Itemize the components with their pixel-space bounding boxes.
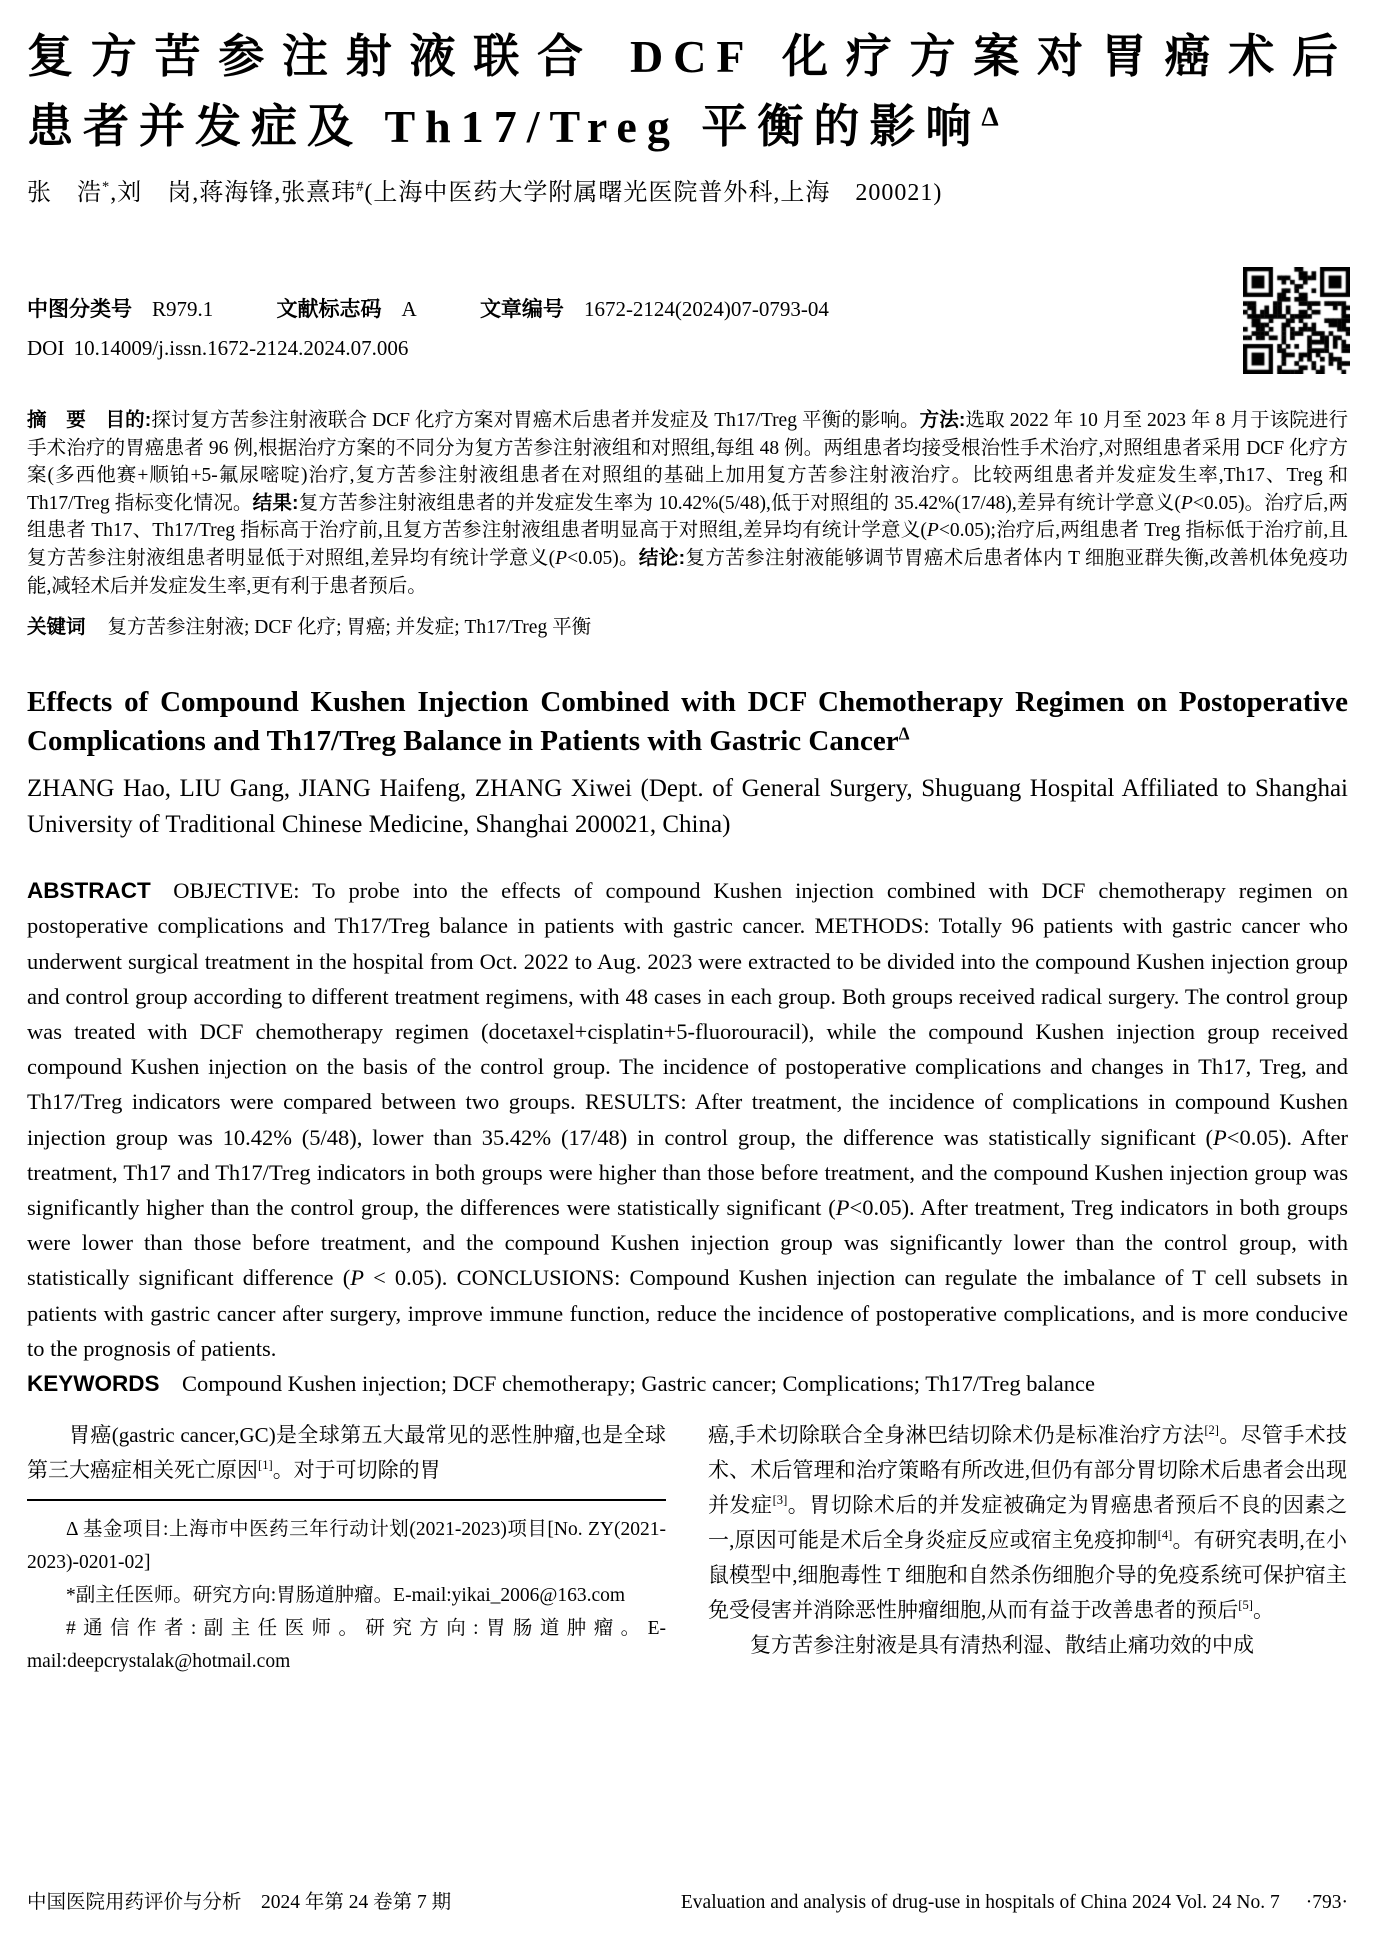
abstract-en: ABSTRACT OBJECTIVE: To probe into the effects of compound Kushen injection combined with DCF chemotherapy regimen on postoperative complications and Th17/Treg balance in patients with gastric cancer. METHODS: Totally 96 patients with gastric cancer who underwent surgical treatment in the hospital from Oct. 2022 to Aug. 2023 were extracted to be divided into the compound Kushen injection group and control group according to different treatment regimens, with 48 cases in each group. Both groups received radical surgery. The control group was treated with DCF chemotherapy regimen (docetaxel+cisplatin+5-fluorouracil), while the compound Kushen injection group received compound Kushen injection on the basis of the control group. The incidence of postoperative complications and changes in Th17, Treg, and Th17/Treg indicators were compared between two groups. RESULTS: After treatment, the incidence of complications in compound Kushen injection group was 10.42% (5/48), lower than 35.42% (17/48) in control group, the difference was statistically significant (P<0.05). After treatment, Th17 and Th17/Treg indicators in both groups were higher than those before treatment, and the compound Kushen injection group was significantly higher than the control group, the differences were statistically significant (P<0.05). After treatment, Treg indicators in both groups were lower than those before treatment, and the compound Kushen injection group was significantly lower than the control group, with statistically significant difference (P < 0.05). CONCLUSIONS: Compound Kushen injection can regulate the imbalance of T cell subsets in patients with gastric cancer after surgery, improve immune function, reduce the incidence of postoperative complications, and is more conducive to the prognosis of patients. bbox=[27, 878, 1349, 1361]
clc-label: 中图分类号 bbox=[27, 298, 132, 321]
article-title-en: Effects of Compound Kushen Injection Combined with DCF Chemotherapy Regimen on Postoperative Complications and Th17/Treg Balance in Patients with Gastric Cancer$^\Delta$ bbox=[27, 686, 1348, 758]
intro-columns bbox=[27, 1418, 1348, 1678]
doi-row bbox=[27, 336, 1348, 361]
authors-cn: 张 浩*,刘 岗,蒋海锋,张熹玮#(上海中医药大学附属曙光医院普外科,上海 200021) bbox=[27, 179, 943, 206]
clc-value: R979.1 bbox=[152, 297, 214, 321]
qr-code bbox=[1243, 267, 1350, 374]
intro-left-column bbox=[27, 1418, 666, 1678]
intro-paragraph-right-1: 癌,手术切除联合全身淋巴结切除术仍是标准治疗方法[2]。尽管手术技术、术后管理和治疗策略有所改进,但仍有部分胃切除术后患者会出现并发症[3]。胃切除术后的并发症被确定为胃癌患者预后不良的因素之一,原因可能是术后全身炎症反应或宿主免疫抑制[4]。有研究表明,在小鼠模型中,细胞毒性 T 细胞和自然杀伤细胞介导的免疫系统可保护宿主免受侵害并消除恶性肿瘤细胞,从而有益于改善患者的预后[5]。 bbox=[708, 1423, 1348, 1623]
authors-en: ZHANG Hao, LIU Gang, JIANG Haifeng, ZHANG Xiwei (Dept. of General Surgery, Shuguang Hospital Affiliated to Shanghai University of Traditional Chinese Medicine, Shanghai 200021, China) bbox=[27, 775, 1348, 839]
keywords-cn-text: 复方苦参注射液; DCF 化疗; 胃癌; 并发症; Th17/Treg 平衡 bbox=[107, 617, 592, 639]
journal-footer bbox=[27, 1886, 1348, 1914]
footnote-corresponding-author: #通信作者:副主任医师。研究方向:胃肠道肿瘤。E-mail:deepcrystalak@hotmail.com bbox=[27, 1618, 666, 1673]
doi-label: DOI bbox=[27, 336, 65, 360]
article-title-cn bbox=[27, 22, 1348, 162]
article-meta-row bbox=[27, 293, 1348, 323]
article-title-cn-line2: 患者并发症及 Th17/Treg 平衡的影响$^\Delta$ bbox=[27, 100, 1009, 152]
intro-paragraph-right-2: 复方苦参注射液是具有清热利湿、散结止痛功效的中成 bbox=[750, 1633, 1254, 1658]
intro-right-column bbox=[708, 1418, 1347, 1678]
title-en-funding-mark: Δ bbox=[898, 723, 910, 744]
footnote-funding: Δ 基金项目:上海市中医药三年行动计划(2021-2023)项目[No. ZY(2021-2023)-0201-02] bbox=[27, 1519, 666, 1574]
keywords-en: KEYWORDS Compound Kushen injection; DCF chemotherapy; Gastric cancer; Complications; Th17/Treg balance bbox=[27, 1371, 1095, 1396]
footnote-first-author: *副主任医师。研究方向:胃肠道肿瘤。E-mail:yikai_2006@163.com bbox=[66, 1585, 626, 1607]
footnotes bbox=[27, 1513, 666, 1678]
article-no-value: 1672-2124(2024)07-0793-04 bbox=[583, 297, 829, 321]
title-funding-mark: Δ bbox=[981, 100, 1009, 132]
footnote-divider bbox=[27, 1499, 666, 1501]
keywords-cn-label: 关键词 bbox=[27, 616, 86, 639]
abstract-cn: 摘 要 目的:探讨复方苦参注射液联合 DCF 化疗方案对胃癌术后患者并发症及 Th17/Treg 平衡的影响。方法:选取 2022 年 10 月至 2023 年 8 月于该院进行手术治疗的胃癌患者 96 例,根据治疗方案的不同分为复方苦参注射液组和对照组,每组 48 例。两组患者均接受根治性手术治疗,对照组患者采用 DCF 化疗方案(多西他赛+顺铂+5-氟尿嘧啶)治疗,复方苦参注射液组患者在对照组的基础上加用复方苦参注射液治疗。比较两组患者并发症发生率,Th17、Treg 和 Th17/Treg 指标变化情况。结果:复方苦参注射液组患者的并发症发生率为 10.42%(5/48),低于对照组的 35.42%(17/48),差异有统计学意义(P<0.05)。治疗后,两组患者 Th17、Th17/Treg 指标高于治疗前,且复方苦参注射液组患者明显高于对照组,差异均有统计学意义(P<0.05);治疗后,两组患者 Treg 指标低于治疗前,且复方苦参注射液组患者明显低于对照组,差异均有统计学意义(P<0.05)。结论:复方苦参注射液能够调节胃癌术后患者体内 T 细胞亚群失衡,改善机体免疫功能,减轻术后并发症发生率,更有利于患者预后。 bbox=[27, 409, 1349, 597]
article-no-label: 文章编号 bbox=[479, 298, 564, 321]
doc-code-value: A bbox=[401, 297, 417, 321]
footer-journal-citation-en: Evaluation and analysis of drug-use in hospitals of China 2024 Vol. 24 No. 7 ·793· bbox=[680, 1892, 1348, 1913]
keywords-cn bbox=[27, 611, 1348, 639]
doc-code-label: 文献标志码 bbox=[276, 298, 382, 321]
intro-paragraph-left: 胃癌(gastric cancer,GC)是全球第五大最常见的恶性肿瘤,也是全球第三大癌症相关死亡原因[1]。对于可切除的胃 bbox=[27, 1423, 666, 1483]
doi-value: 10.14009/j.issn.1672-2124.2024.07.006 bbox=[73, 336, 409, 360]
footer-journal-name-cn: 中国医院用药评价与分析 2024 年第 24 卷第 7 期 bbox=[27, 1892, 452, 1913]
article-title-cn-line1: 复方苦参注射液联合 DCF 化疗方案对胃癌术后 bbox=[27, 31, 1348, 82]
footer-page-number: ·793· bbox=[1305, 1892, 1348, 1913]
